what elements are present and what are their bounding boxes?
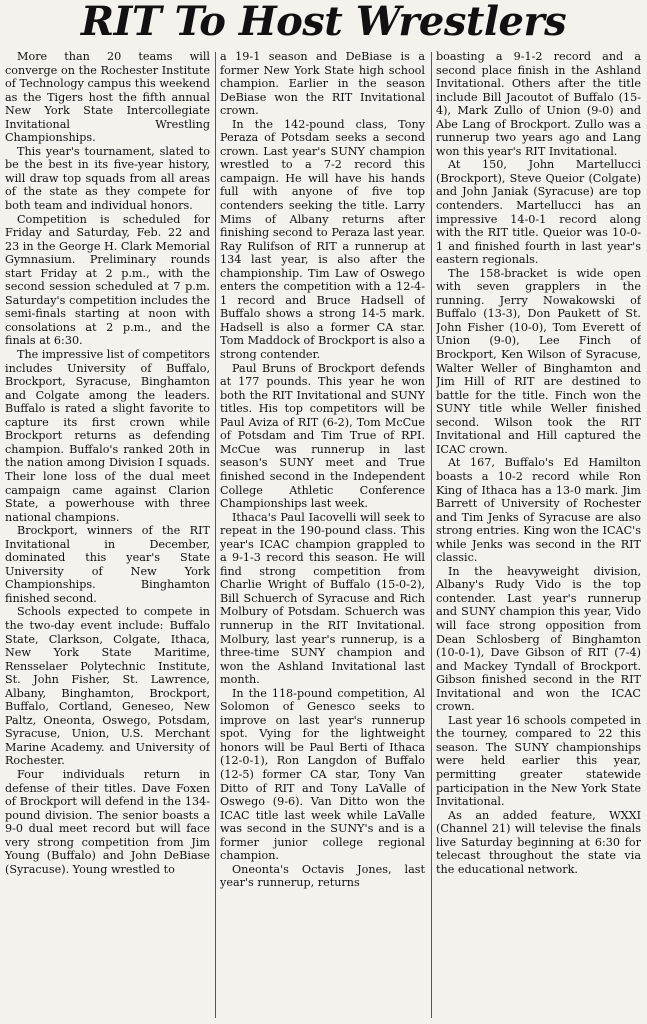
article-paragraph: a 19-1 season and DeBiase is a former New York State high school champion. Earlier in the season DeBiase won the RIT Invitational crown. <box>220 50 425 118</box>
article-paragraph: Ithaca's Paul Iacovelli will seek to repeat in the 190-pound class. This year's ICAC champion grappled to a 9-1-3 record this season. He will find strong competition from Charlie Wright of Buffalo (15-0-2), Bill Schuerch of Syracuse and Rich Molbury of Potsdam. Schuerch was runnerup in the RIT Invitational. Molbury, last year's runnerup, is a three-time SUNY champion and won the Ashland Invitational last month. <box>220 510 425 687</box>
article-paragraph: Schools expected to compete in the two-day event include: Buffalo State, Clarkson, Colgate, Ithaca, New York State Maritime, Rensselaer Polytechnic Institute, St. John Fisher, St. Lawrence, Albany, Binghamton, Brockport, Buffalo, Cortland, Geneseo, New Paltz, Oneonta, Oswego, Potsdam, Syracuse, Union, U.S. Merchant Marine Academy. and University of Rochester. <box>5 605 210 768</box>
article-paragraph: Oneonta's Octavis Jones, last year's runnerup, returns <box>220 862 425 890</box>
article-column-3 <box>436 50 641 1022</box>
column-rule <box>431 52 432 1018</box>
article-paragraph: At 150, John Martellucci (Brockport), Steve Queior (Colgate) and John Janiak (Syracuse) are top contenders. Martellucci has an impressive 14-0-1 record along with the RIT title. Queior was 10-0-1 and finished fourth in last year's eastern regionals. <box>436 158 641 267</box>
article-paragraph: Brockport, winners of the RIT Invitational in December, dominated this year's State University of New York Championships. Binghamton finished second. <box>5 524 210 605</box>
article-column-2 <box>220 50 425 1022</box>
article-paragraph: The 158-bracket is wide open with seven grapplers in the running. Jerry Nowakowski of Buffalo (13-3), Don Paukett of St. John Fisher (10-0), Tom Everett of Union (9-0), Lee Finch of Brockport, Ken Wilson of Syracuse, Walter Weller of Binghamton and Jim Hill of RIT are destined to battle for the title. Finch won the SUNY title while Weller finished second. Wilson took the RIT Invitational and Hill captured the ICAC crown. <box>436 266 641 456</box>
article-paragraph: Four individuals return in defense of their titles. Dave Foxen of Brockport will defend in the 134-pound division. The senior boasts a 9-0 dual meet record but will face very strong competition from Jim Young (Buffalo) and John DeBiase (Syracuse). Young wrestled to <box>5 767 210 876</box>
article-paragraph: This year's tournament, slated to be the best in its five-year history, will draw top squads from all areas of the state as they compete for both team and individual honors. <box>5 144 210 213</box>
article-paragraph: In the 142-pound class, Tony Peraza of Potsdam seeks a second crown. Last year's SUNY champion wrestled to a 7-2 record this campaign. He will have his hands full with anyone of five top contenders seeking the title. Larry Mims of Albany returns after finishing second to Peraza last year. Ray Rulifson of RIT a runnerup at 134 last year, is also after the championship. Tim Law of Oswego enters the competition with a 12-4-1 record and Bruce Hadsell of Buffalo shows a strong 14-5 mark. Hadsell is also a former CA star. Tom Maddock of Brockport is also a strong contender. <box>220 117 425 362</box>
article-paragraph: Paul Bruns of Brockport defends at 177 pounds. This year he won both the RIT Invitational and SUNY titles. His top competitors will be Paul Aviza of RIT (6-2), Tom McCue of Potsdam and Tim True of RPI. McCue was runnerup in last season's SUNY meet and True finished second in the Independent College Athletic Conference Championships last week. <box>220 361 425 511</box>
article-paragraph: As an added feature, WXXI (Channel 21) will televise the finals live Saturday beginning at 6:30 for telecast throughout the state via the educational network. <box>436 808 641 876</box>
article-paragraph: In the 118-pound competition, Al Solomon of Genesco seeks to improve on last year's runnerup spot. Vying for the lightweight honors will be Paul Berti of Ithaca (12-0-1), Ron Langdon of Buffalo (12-5) former CA star, Tony Van Ditto of RIT and Tony LaValle of Oswego (9-6). Van Ditto won the ICAC title last week while LaValle was second in the SUNY's and is a former junior college regional champion. <box>220 686 425 863</box>
headline: RIT To Host Wrestlers <box>80 0 567 45</box>
article-paragraph: boasting a 9-1-2 record and a second place finish in the Ashland Invitational. Others after the title include Bill Jacoutot of Buffalo (15-4), Mark Zullo of Union (9-0) and Abe Lang of Brockport. Zullo was a runnerup two years ago and Lang won this year's RIT Invitational. <box>436 50 641 158</box>
article-paragraph: At 167, Buffalo's Ed Hamilton boasts a 10-2 record while Ron King of Ithaca has a 13-0 mark. Jim Barrett of University of Rochester and Tim Jenks of Syracuse are also strong entries. King won the ICAC's while Jenks was second in the RIT classic. <box>436 456 641 565</box>
column-rule <box>215 52 216 1018</box>
article-paragraph: The impressive list of competitors includes University of Buffalo, Brockport, Syracuse, Binghamton and Colgate among the leaders. Buffalo is rated a slight favorite to capture its first crown while Brockport returns as defending champion. Buffalo's ranked 20th in the nation among Division I squads. Their lone loss of the dual meet campaign came against Clarion State, a powerhouse with three national champions. <box>5 348 210 524</box>
article-paragraph: In the heavyweight division, Albany's Rudy Vido is the top contender. Last year's runnerup and SUNY champion this year, Vido will face strong opposition from Dean Schlosberg of Binghamton (10-0-1), Dave Gibson of RIT (7-4) and Mackey Tyndall of Brockport. Gibson finished second in the RIT Invitational and won the ICAC crown. <box>436 564 641 714</box>
article-paragraph: More than 20 teams will converge on the Rochester Institute of Technology campus this weekend as the Tigers host the fifth annual New York State Intercollegiate Invitational Wrestling Championships. <box>5 50 210 145</box>
article-paragraph: Last year 16 schools competed in the tourney, compared to 22 this season. The SUNY championships were held earlier this year, permitting greater statewide participation in the New York State Invitational. <box>436 713 641 809</box>
article-paragraph: Competition is scheduled for Friday and Saturday, Feb. 22 and 23 in the George H. Clark Memorial Gymnasium. Preliminary rounds start Friday at 2 p.m., with the second session scheduled at 7 p.m. Saturday's competition includes the semi-finals starting at noon with consolations at 2 p.m., and the finals at 6:30. <box>5 212 210 348</box>
article-column-1 <box>5 50 210 1022</box>
